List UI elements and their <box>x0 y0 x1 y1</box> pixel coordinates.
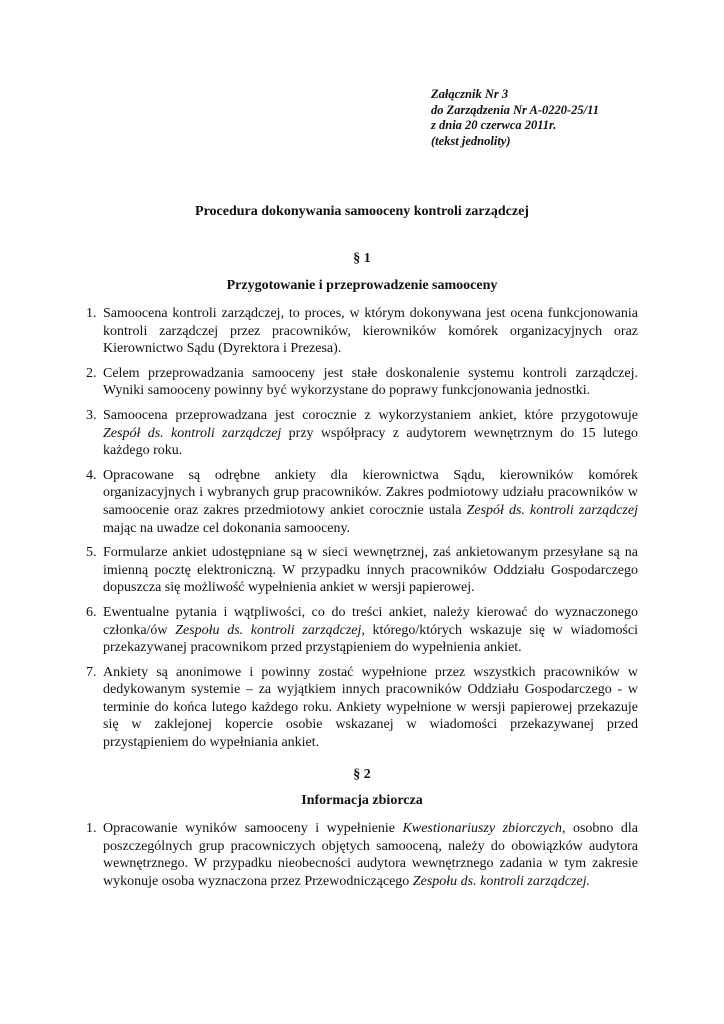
italic-text-segment: Zespół ds. kontroli zarządczej <box>103 425 282 441</box>
header-line-ordinance: do Zarządzenia Nr A-0220-25/11 <box>431 102 599 117</box>
list-item <box>86 365 638 400</box>
list-item-text <box>103 305 638 358</box>
text-segment: Formularze ankiet udostępniane są w sieci wewnętrznej, zaś ankietowanym przesyłane są na imienną pocztę elektroniczną. W przypadku innych pracowników Oddziału Gospodarczego dopuszcza się możliwość wypełnienia ankiet w wersji papierowej. <box>103 545 638 596</box>
list-item-text <box>103 467 638 537</box>
section-1-number: § 1 <box>353 251 371 266</box>
list-item-number: 4. <box>86 467 97 483</box>
section-1-list <box>86 305 638 759</box>
list-item-number: 7. <box>86 664 97 680</box>
text-segment: Samoocena przeprowadzana jest corocznie z wykorzystaniem ankiet, które przygotowuje <box>103 407 638 423</box>
text-segment: Celem przeprowadzania samooceny jest stałe doskonalenie systemu kontroli zarządczej. Wyniki samooceny powinny być wykorzystane do poprawy funkcjonowania jednostki. <box>103 365 638 399</box>
section-2-heading: Informacja zbiorcza <box>301 793 423 808</box>
list-item-text <box>103 544 638 597</box>
text-segment: Ankiety są anonimowe i powinny zostać wypełnione przez wszystkich pracowników w dedykowanym systemie – za wyjątkiem innych pracowników Oddziału Gospodarczego - w terminie do końca lutego każdego roku. Ankiety wypełnione w wersji papierowej przekazuje się w zaklejonej kopercie osobie wskazanej w wiadomości przekazywanej przed przystąpieniem do wypełniania ankiet. <box>103 664 638 751</box>
text-segment: mając na uwadze cel dokonania samooceny. <box>103 520 351 536</box>
list-item-number: 2. <box>86 365 97 381</box>
list-item-text <box>103 604 638 657</box>
list-item-text <box>103 407 638 460</box>
text-segment: , którego/których wskazuje się w wiadomości przekazywanej pracownikom przed przystąpieniem do wypełnienia ankiet. <box>103 622 639 656</box>
list-item-text <box>103 820 638 890</box>
list-item-number: 1. <box>86 821 97 836</box>
list-item-number: 1. <box>86 306 97 321</box>
section-2-list <box>86 820 638 897</box>
text-segment: przy współpracy z audytorem wewnętrznym do 15 lutego każdego roku. <box>103 425 638 459</box>
list-item <box>86 664 638 752</box>
header-line-consolidated: (tekst jednolity) <box>431 134 511 149</box>
italic-text-segment: Zespół ds. kontroli zarządczej <box>466 502 638 518</box>
attachment-header <box>431 87 599 150</box>
list-item-number: 5. <box>86 545 97 561</box>
text-segment: Samoocena kontroli zarządczej, to proces, w którym dokonywana jest ocena funkcjonowania kontroli zarządczej przez pracowników, kierowników komórek organizacyjnych oraz Kierownictwo Sądu (Dyrektora i Prezesa). <box>103 306 638 357</box>
italic-text-segment: Zespołu ds. kontroli zarządczej <box>175 622 362 638</box>
text-segment: Opracowane są odrębne ankiety dla kierownictwa Sądu, kierowników komórek organizacyjnych i wybranych grup pracowników. Zakres podmiotowy udziału pracowników w samoocenie oraz zakres przedmiotowy ankiet corocznie ustala <box>103 467 638 518</box>
list-item-number: 3. <box>86 407 97 423</box>
list-item-number: 6. <box>86 604 97 620</box>
italic-text-segment: Kwestionariuszy zbiorczych, <box>402 821 566 836</box>
list-item <box>86 407 638 460</box>
section-2-number: § 2 <box>353 767 371 782</box>
section-1-heading: Przygotowanie i przeprowadzenie samooceny <box>226 278 498 293</box>
header-line-attachment: Załącznik Nr 3 <box>431 87 509 101</box>
text-segment: Ewentualne pytania i wątpliwości, co do treści ankiet, należy kierować do wyznaczonego członka/ów <box>103 604 638 638</box>
list-item <box>86 467 638 537</box>
header-line-date: z dnia 20 czerwca 2011r. <box>431 118 557 133</box>
list-item <box>86 544 638 597</box>
italic-text-segment: Zespołu ds. kontroli zarządczej. <box>412 873 591 889</box>
list-item-text <box>103 664 638 752</box>
text-segment: osobno dla poszczególnych grup pracowniczych objętych samooceną, należy do obowiązków audytora wewnętrznego. W przypadku nieobecności audytora wewnętrznego zadania w tym zakresie wykonuje osoba wyznaczona przez Przewodniczącego <box>103 821 639 889</box>
document-title: Procedura dokonywania samooceny kontroli zarządczej <box>195 204 529 219</box>
list-item <box>86 820 638 890</box>
list-item <box>86 604 638 657</box>
list-item <box>86 305 638 358</box>
text-segment: Opracowanie wyników samooceny i wypełnienie <box>103 821 403 836</box>
list-item-text <box>103 365 638 400</box>
